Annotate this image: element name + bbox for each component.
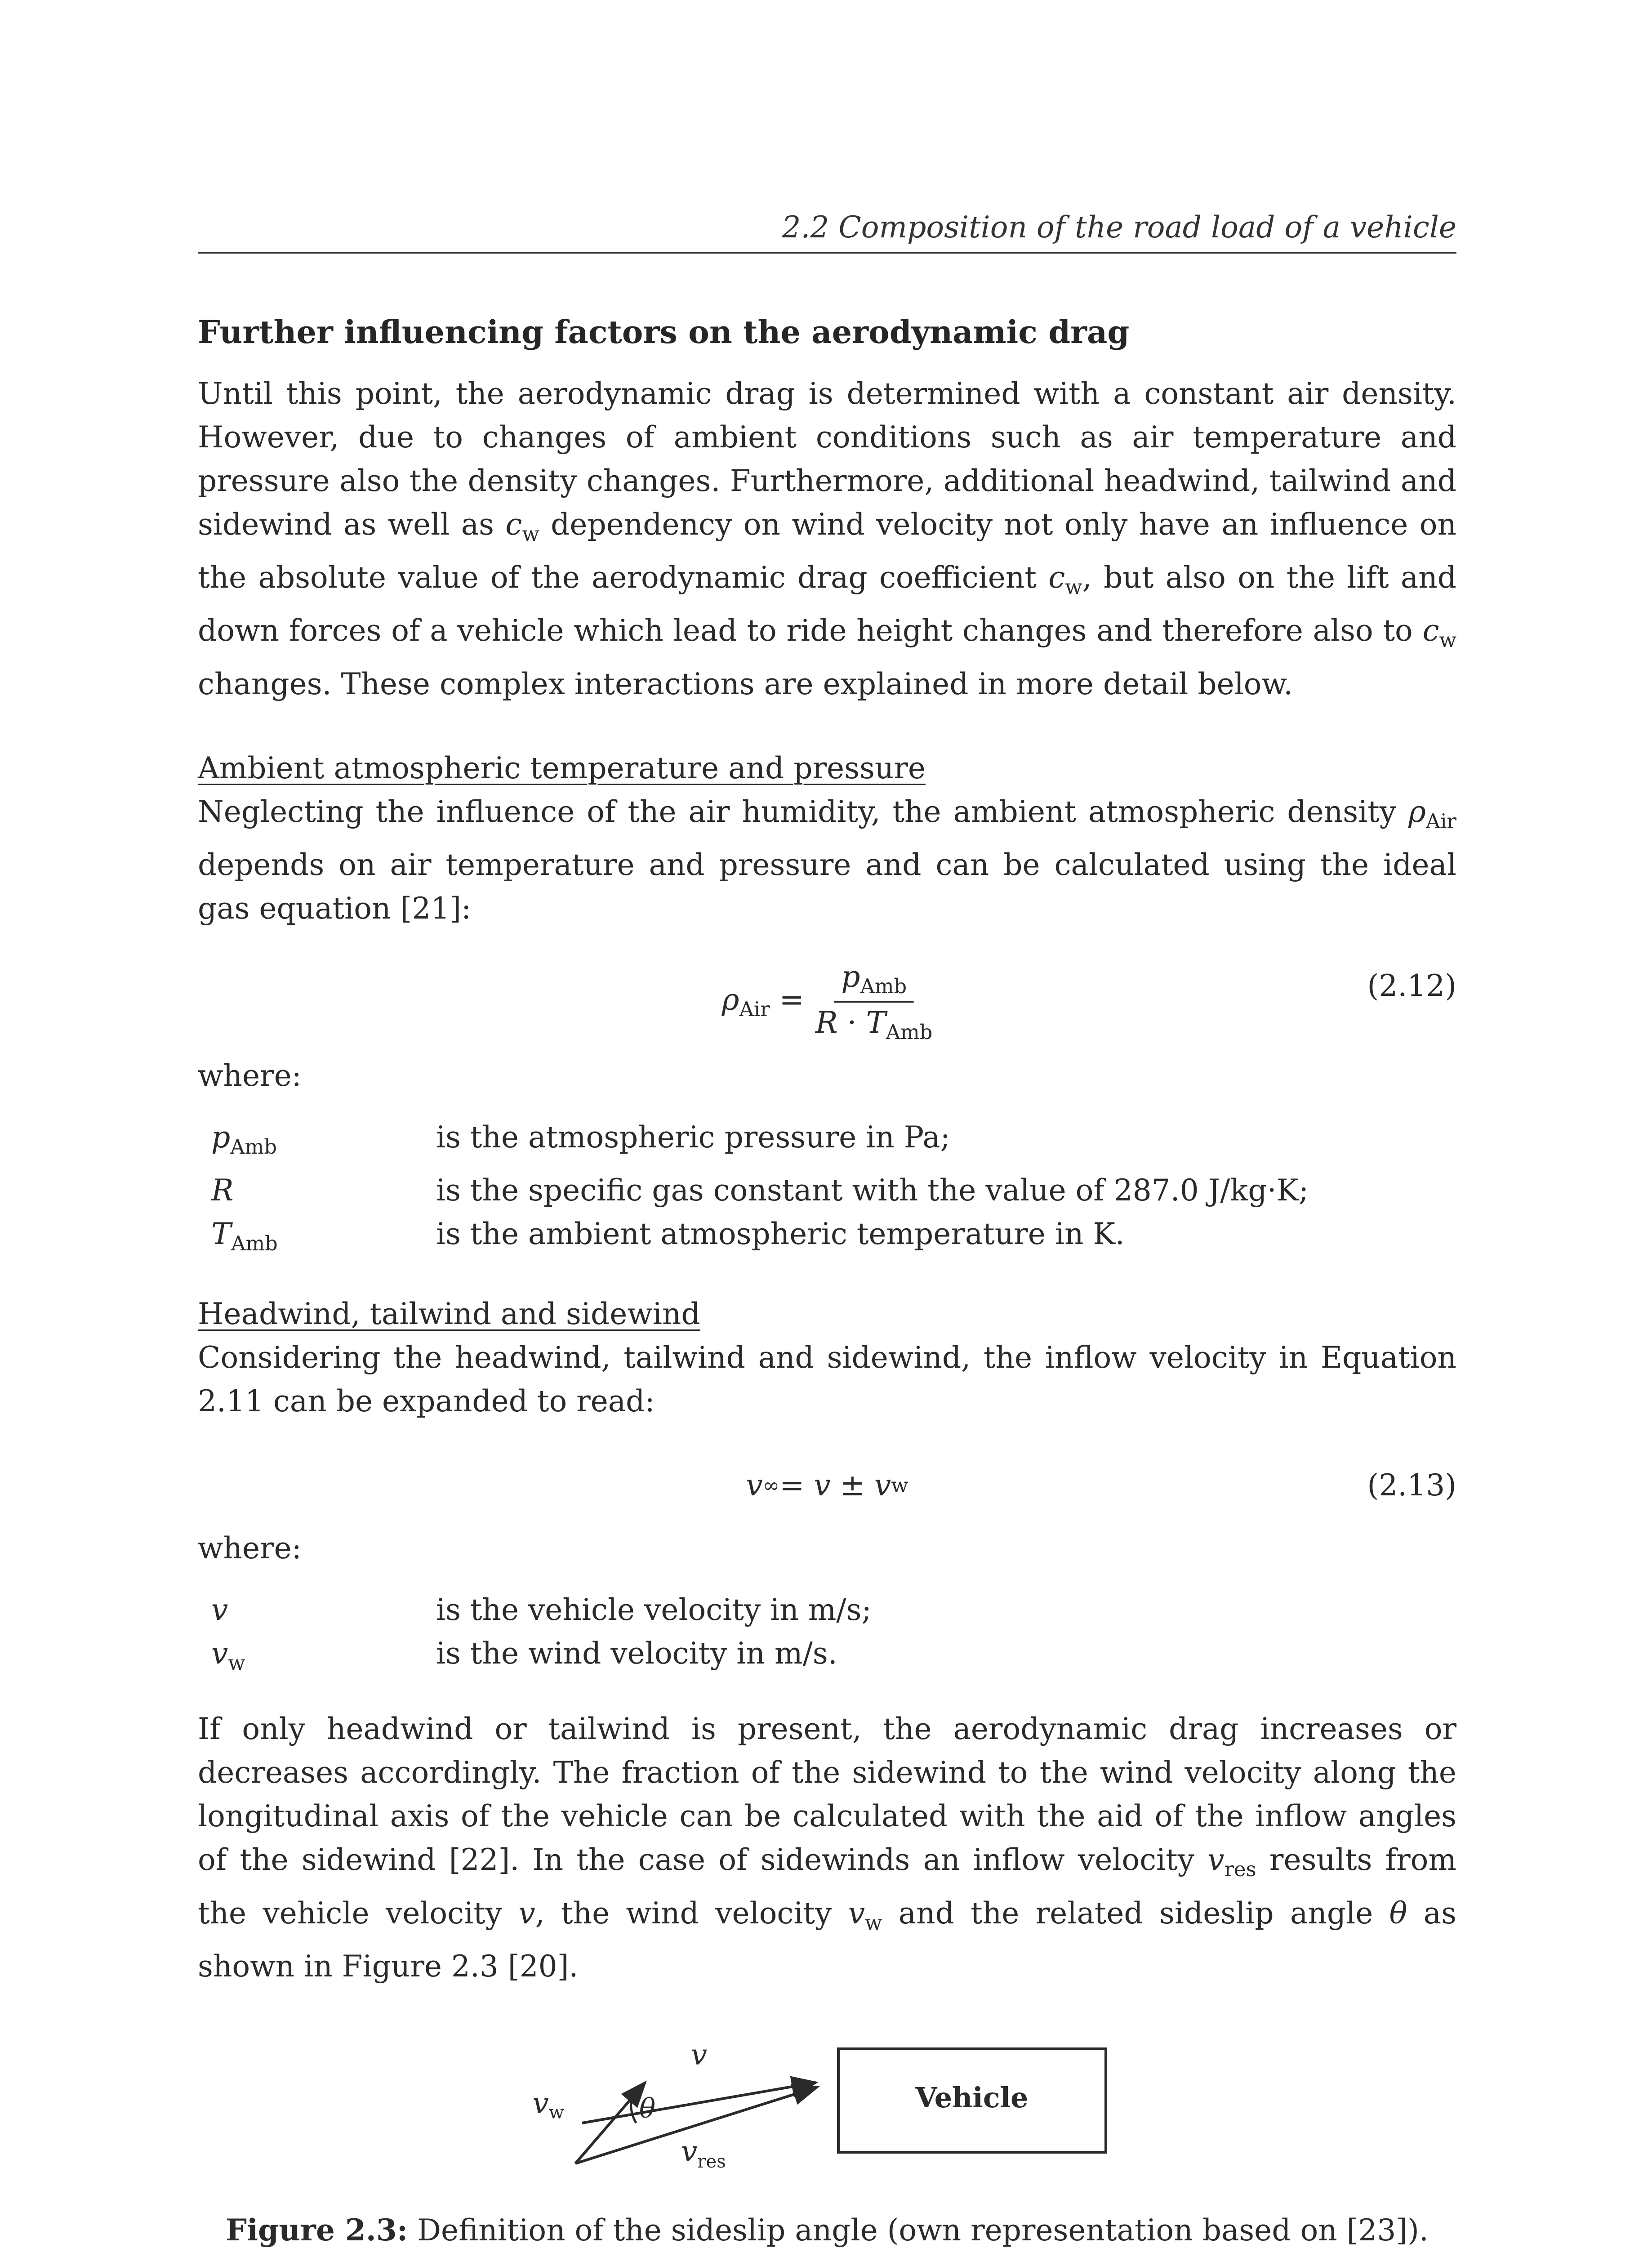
- definition-text: is the wind velocity in m/s.: [436, 1636, 837, 1671]
- where-label: where:: [198, 1058, 302, 1093]
- equation-number: (2.13): [1367, 1468, 1456, 1503]
- wind-paragraph: Considering the headwind, tailwind and sidewind, the inflow velocity in Equation 2.11 can be expanded to read:: [198, 1340, 1456, 1419]
- vres-label: $v_{res}$: [681, 2135, 726, 2172]
- definition-symbol: $v_w$: [211, 1636, 245, 1675]
- intro-paragraph: Until this point, the aerodynamic drag is determined with a constant air density. However, due to changes of ambient conditions such as air temperature and pressure also the density changes. Furthermore, additional headwind, tailwind and sidewind as well as $c_w$ dependency on wind velocity not only have an influence on the absolute value of the aerodynamic drag coefficient $c_w$, but also on the lift and down forces of a vehicle which lead to ride height changes and therefore also to $c_w$ changes. These complex interactions are explained in more detail below.: [198, 376, 1456, 701]
- running-head: 2.2 Composition of the road load of a vehicle: [782, 210, 1456, 245]
- definition-row: [198, 1632, 1456, 1685]
- equation-2-12: [198, 950, 1456, 1045]
- definition-text: is the ambient atmospheric temperature in K.: [436, 1216, 1125, 1251]
- temperature-subsection: [198, 746, 1456, 930]
- unit: m/s: [775, 1636, 828, 1671]
- unit: J/kg·K: [1208, 1173, 1299, 1208]
- definition-row: [198, 1212, 1456, 1265]
- figure-caption: Figure 2.3: Definition of the sideslip angle (own representation based on [23]).: [226, 2212, 1429, 2248]
- definition-symbol: $p_{Amb}$: [211, 1120, 277, 1159]
- definition-list: [198, 1115, 1456, 1265]
- cw-symbol: $c_w$: [1048, 560, 1082, 599]
- unit: m/s: [808, 1592, 862, 1628]
- definition-list: [198, 1588, 1456, 1685]
- definition-text: is the specific gas constant with the value of 287.0 J/kg·K;: [436, 1173, 1309, 1208]
- equation-body: [722, 959, 933, 1044]
- fraction-numerator: $p_{Amb}$: [834, 959, 914, 1003]
- equation-number: (2.12): [1367, 968, 1456, 1003]
- section-heading: Further influencing factors on the aerodynamic drag: [198, 313, 1130, 351]
- sideslip-diagram: [198, 2024, 1456, 2195]
- definition-symbol: $T_{Amb}$: [211, 1216, 278, 1256]
- cw-symbol: $c_w$: [505, 507, 539, 546]
- wind-subsection: [198, 1292, 1456, 1423]
- equation-2-13: [198, 1459, 1456, 1517]
- theta-label: θ: [639, 2092, 656, 2124]
- where-label: where:: [198, 1531, 302, 1566]
- equation-fraction: [815, 959, 932, 1044]
- figure-2-3: [198, 2024, 1456, 2195]
- definition-symbol: v: [211, 1592, 228, 1628]
- vres-symbol: $v_{res}$: [1207, 1842, 1256, 1882]
- vw-label: vw: [532, 2087, 564, 2123]
- equation-lhs: $\rho_{Air}$ =: [721, 982, 804, 1021]
- definition-symbol: R: [211, 1173, 234, 1208]
- page-header: [198, 205, 1456, 254]
- vehicle-label: Vehicle: [915, 2081, 1029, 2114]
- figure-label: Figure 2.3:: [226, 2212, 408, 2248]
- equation-body: v ∞ = v ± v w: [746, 1468, 908, 1503]
- fraction-denominator: $R \cdot T_{Amb}$: [815, 1005, 933, 1044]
- subsection-title: Headwind, tailwind and sidewind: [198, 1297, 700, 1332]
- cw-symbol: $c_w$: [1422, 613, 1456, 652]
- vw-symbol: $v_w$: [848, 1896, 882, 1935]
- v-label: v: [690, 2038, 708, 2072]
- sidewind-paragraph: If only headwind or tailwind is present, the aerodynamic drag increases or decreases accordingly. The fraction of the sidewind to the wind velocity along the longitudinal axis of the vehicle can be calculated with the aid of the inflow angles of the sidewind [22]. In the case of sidewinds an inflow velocity $v_{res}$ results from the vehicle velocity v, the wind velocity $v_w$ and the related sideslip angle θ as shown in Figure 2.3 [20].: [198, 1712, 1457, 1984]
- temperature-paragraph: Neglecting the influence of the air humidity, the ambient atmospheric density $\rho_{Air}$ depends on air temperature and pressure and can be calculated using the ideal gas equation [21]:: [198, 794, 1456, 926]
- page-content: [198, 288, 1456, 2248]
- definition-text: is the atmospheric pressure in Pa;: [436, 1120, 950, 1155]
- rho-air-symbol: $\rho_{Air}$: [1408, 794, 1456, 833]
- subsection-title: Ambient atmospheric temperature and pressure: [198, 750, 926, 785]
- definition-row: [198, 1115, 1456, 1169]
- v-symbol: v: [518, 1896, 535, 1931]
- definition-row: [198, 1588, 1456, 1632]
- definition-text: is the vehicle velocity in m/s;: [436, 1592, 872, 1628]
- definition-row: [198, 1169, 1456, 1212]
- theta-symbol: θ: [1389, 1896, 1407, 1931]
